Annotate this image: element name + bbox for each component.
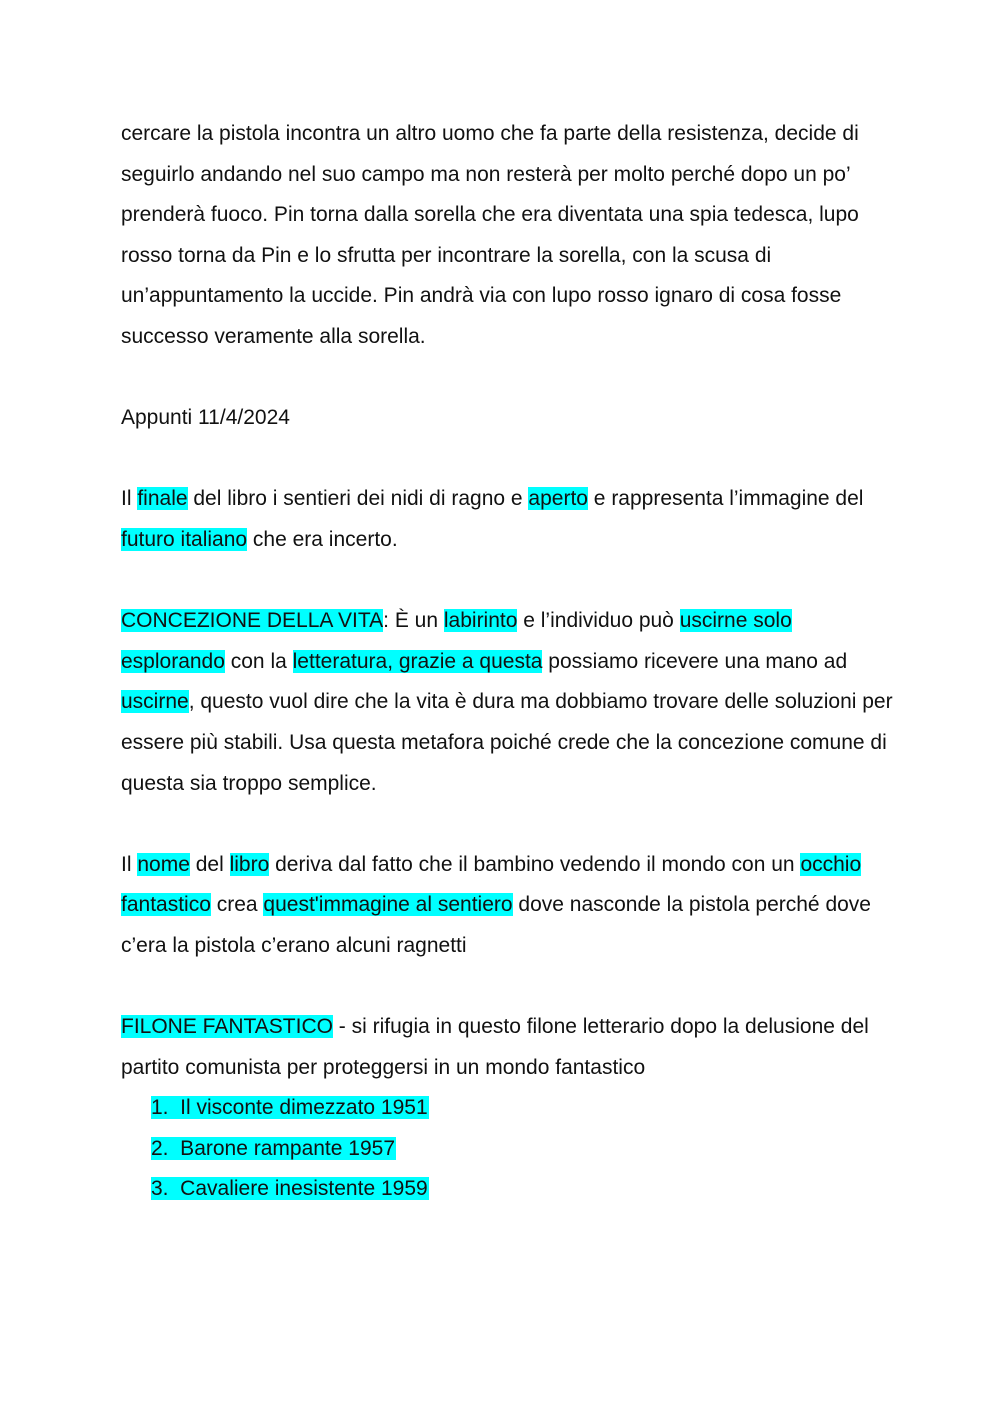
highlighted-term: aperto (528, 487, 588, 511)
text-run: possiamo ricevere una mano ad (542, 649, 848, 673)
text-run: deriva dal fatto che il bambino vedendo il mondo con un (269, 852, 801, 876)
text-run: - si rifugia in questo filone letterario dopo la delusione del partito comunista per proteggersi in un mondo fantastico (121, 1015, 869, 1079)
paragraph-spacer (121, 561, 901, 602)
novel-title: 2. Barone rampante 1957 (151, 1136, 396, 1160)
highlighted-term: finale (137, 487, 188, 511)
paragraph-spacer (121, 358, 901, 399)
highlighted-term: nome (137, 852, 190, 876)
novel-title: 1. Il visconte dimezzato 1951 (151, 1096, 428, 1120)
filone-fantastico-paragraph (121, 1007, 901, 1088)
text-run: del (189, 852, 230, 876)
list-item (151, 1169, 901, 1210)
concezione-paragraph (121, 601, 901, 804)
text-run: che era incerto. (247, 527, 398, 551)
notes-date-heading: Appunti 11/4/2024 (121, 406, 290, 430)
novel-title: 3. Cavaliere inesistente 1959 (151, 1177, 428, 1201)
text-run: crea (210, 893, 264, 917)
highlighted-term: uscirne (121, 690, 189, 714)
highlighted-term: labirinto (443, 609, 518, 633)
highlighted-term: libro (229, 852, 270, 876)
highlighted-term: letteratura, grazie a questa (292, 649, 543, 673)
paragraph-spacer (121, 966, 901, 1007)
novels-list (121, 1088, 901, 1210)
list-item (151, 1129, 901, 1170)
text-run: : È un (383, 609, 444, 633)
plot-summary-paragraph: cercare la pistola incontra un altro uomo che fa parte della resistenza, decide di seguirlo andando nel suo campo ma non resterà per molto perché dopo un po’ prenderà fuoco. Pin torna dalla sorella che era diventata una spia tedesca, lupo rosso torna da Pin e lo sfrutta per incontrare la sorella, con la scusa di un’appuntamento la uccide. Pin andrà via con lupo rosso ignaro di cosa fosse successo veramente alla sorella. (121, 122, 859, 348)
highlighted-term: futuro italiano (121, 527, 248, 551)
highlighted-term: quest'immagine al sentiero (263, 893, 513, 917)
text-run: dove nasconde la pistola perché dove c’era la pistola c’erano alcuni ragnetti (121, 893, 871, 957)
paragraph-spacer (121, 804, 901, 845)
list-item (151, 1088, 901, 1129)
text-run: del libro i sentieri dei nidi di ragno e (187, 487, 529, 511)
document-body (121, 114, 901, 1210)
text-run: e rappresenta l’immagine del (587, 487, 864, 511)
paragraph-spacer (121, 439, 901, 480)
highlighted-term: uscirne solo esplorando (121, 609, 792, 673)
highlighted-term: FILONE FANTASTICO (121, 1015, 333, 1039)
nome-libro-paragraph (121, 845, 901, 967)
text-run: , questo vuol dire che la vita è dura ma dobbiamo trovare delle soluzioni per essere più stabili. Usa questa metafora poiché crede che la concezione comune di questa sia troppo semplice. (121, 690, 893, 795)
text-run: e l’individuo può (517, 609, 680, 633)
highlighted-term: CONCEZIONE DELLA VITA (121, 609, 384, 633)
finale-paragraph (121, 479, 901, 560)
highlighted-term: occhio fantastico (121, 852, 862, 917)
text-run: Il (121, 852, 138, 876)
text-run: Il (121, 487, 138, 511)
text-run: con la (224, 649, 293, 673)
